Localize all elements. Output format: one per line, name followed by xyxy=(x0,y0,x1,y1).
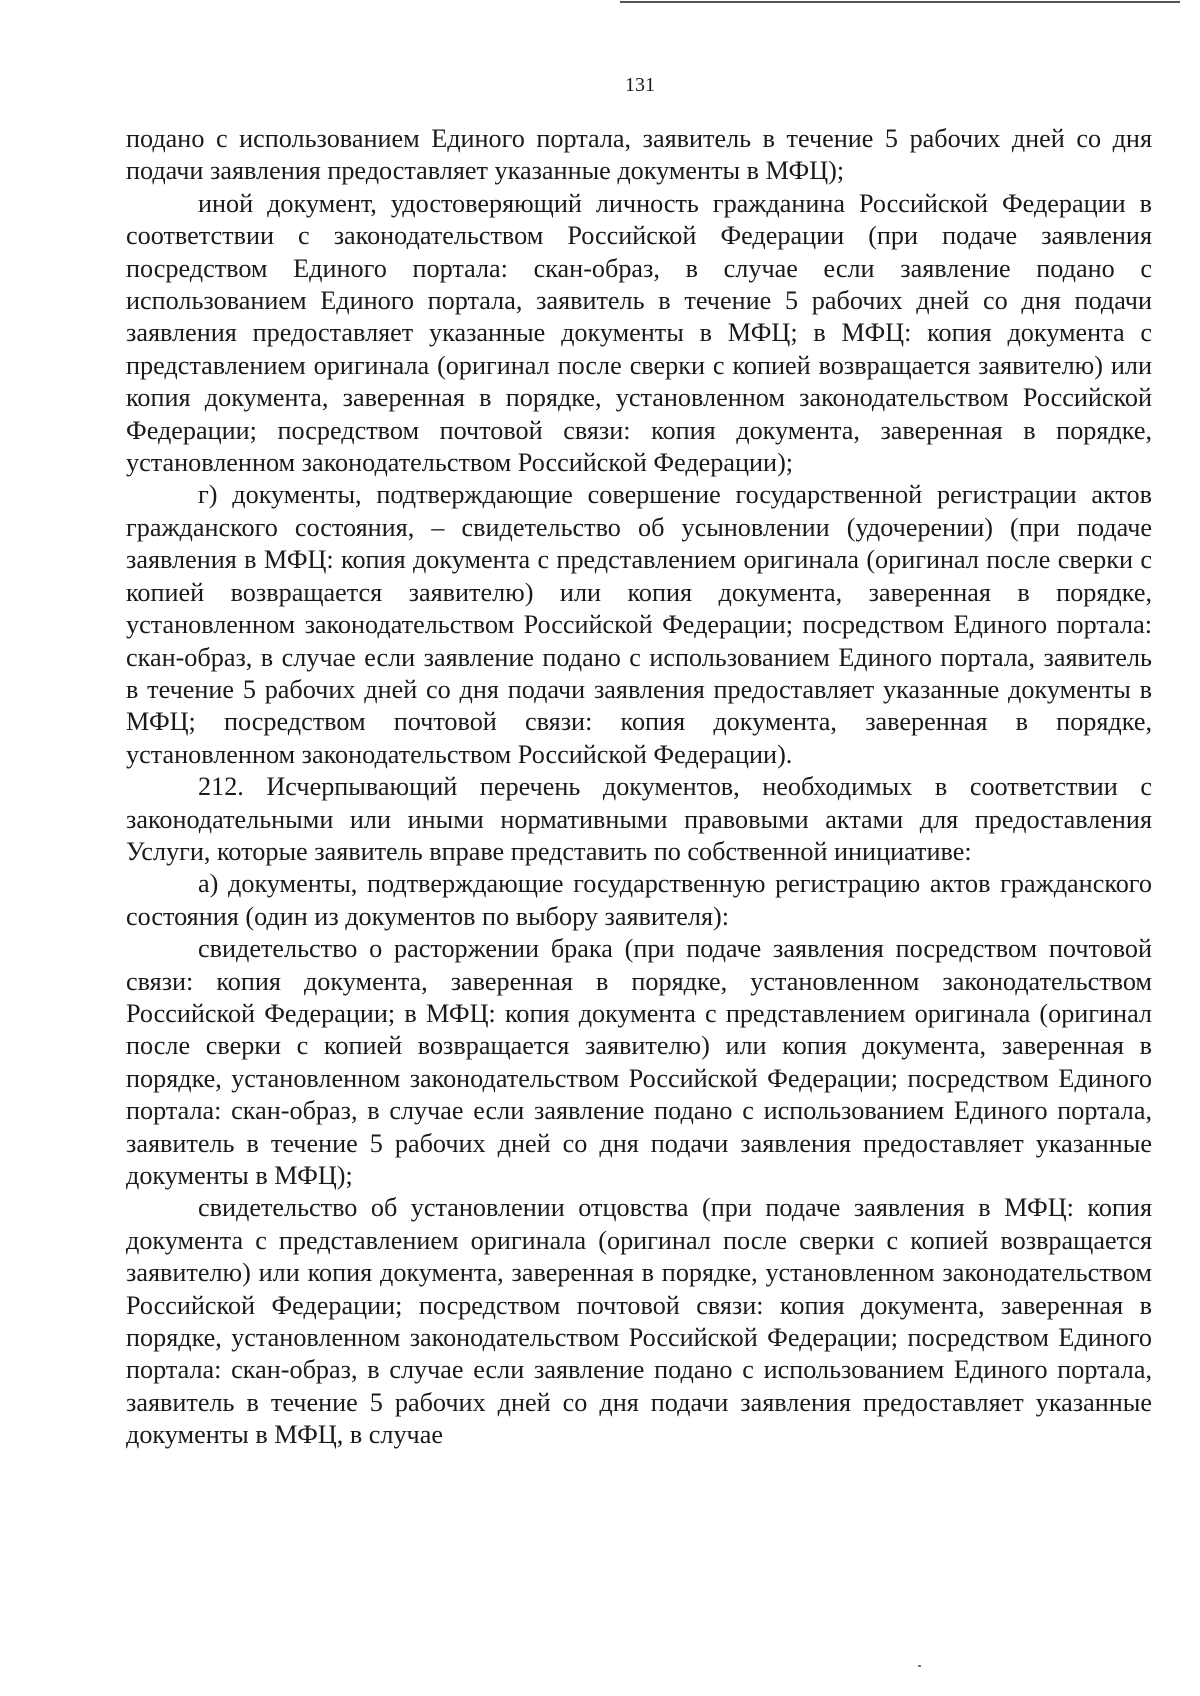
paragraph: подано с использованием Единого портала, заявитель в течение 5 рабочих дней со дня подачи заявления предоставляет указанные документы в МФЦ); xyxy=(126,124,1152,186)
paragraph: а) документы, подтверждающие государственную регистрацию актов гражданского состояния (один из документов по выбору заявителя): xyxy=(126,869,1152,931)
page-number: 131 xyxy=(625,74,655,96)
document-body xyxy=(126,123,1152,1452)
paragraph: свидетельство о расторжении брака (при подаче заявления посредством почтовой связи: копия документа, заверенная в порядке, установленном законодательством Российской Федерации; в МФЦ: копия документа с представлением оригинала (оригинал после сверки с копией возвращается заявителю) или копия документа, заверенная в порядке, установленном законодательством Российской Федерации; посредством Единого портала: скан-образ, в случае если заявление подано с использованием Единого портала, заявитель в течение 5 рабочих дней со дня подачи заявления предоставляет указанные документы в МФЦ); xyxy=(126,934,1152,1190)
paragraph: иной документ, удостоверяющий личность гражданина Российской Федерации в соответствии с законодательством Российской Федерации (при подаче заявления посредством Единого портала: скан-образ, в случае если заявление подано с использованием Единого портала, заявитель в течение 5 рабочих дней со дня подачи заявления предоставляет указанные документы в МФЦ; в МФЦ: копия документа с представлением оригинала (оригинал после сверки с копией возвращается заявителю) или копия документа, заверенная в порядке, установленном законодательством Российской Федерации; посредством почтовой связи: копия документа, заверенная в порядке, установленном законодательством Российской Федерации); xyxy=(126,188,1152,478)
paragraph: 212. Исчерпывающий перечень документов, необходимых в соответствии с законодательными или иными нормативными правовыми актами для предоставления Услуги, которые заявитель вправе представить по собственной инициативе: xyxy=(126,772,1152,866)
scan-edge-line xyxy=(620,1,1180,3)
scan-speck xyxy=(918,1665,921,1667)
paragraph: г) документы, подтверждающие совершение государственной регистрации актов гражданского состояния, – свидетельство об усыновлении (удочерении) (при подаче заявления в МФЦ: копия документа с представлением оригинала (оригинал после сверки с копией возвращается заявителю) или копия документа, заверенная в порядке, установленном законодательством Российской Федерации; посредством Единого портала: скан-образ, в случае если заявление подано с использованием Единого портала, заявитель в течение 5 рабочих дней со дня подачи заявления предоставляет указанные документы в МФЦ; посредством почтовой связи: копия документа, заверенная в порядке, установленном законодательством Российской Федерации). xyxy=(126,480,1152,769)
paragraph: свидетельство об установлении отцовства (при подаче заявления в МФЦ: копия документа с представлением оригинала (оригинал после сверки с копией возвращается заявителю) или копия документа, заверенная в порядке, установленном законодательством Российской Федерации; посредством почтовой связи: копия документа, заверенная в порядке, установленном законодательством Российской Федерации; посредством Единого портала: скан-образ, в случае если заявление подано с использованием Единого портала, заявитель в течение 5 рабочих дней со дня подачи заявления предоставляет указанные документы в МФЦ, в случае xyxy=(126,1193,1152,1450)
